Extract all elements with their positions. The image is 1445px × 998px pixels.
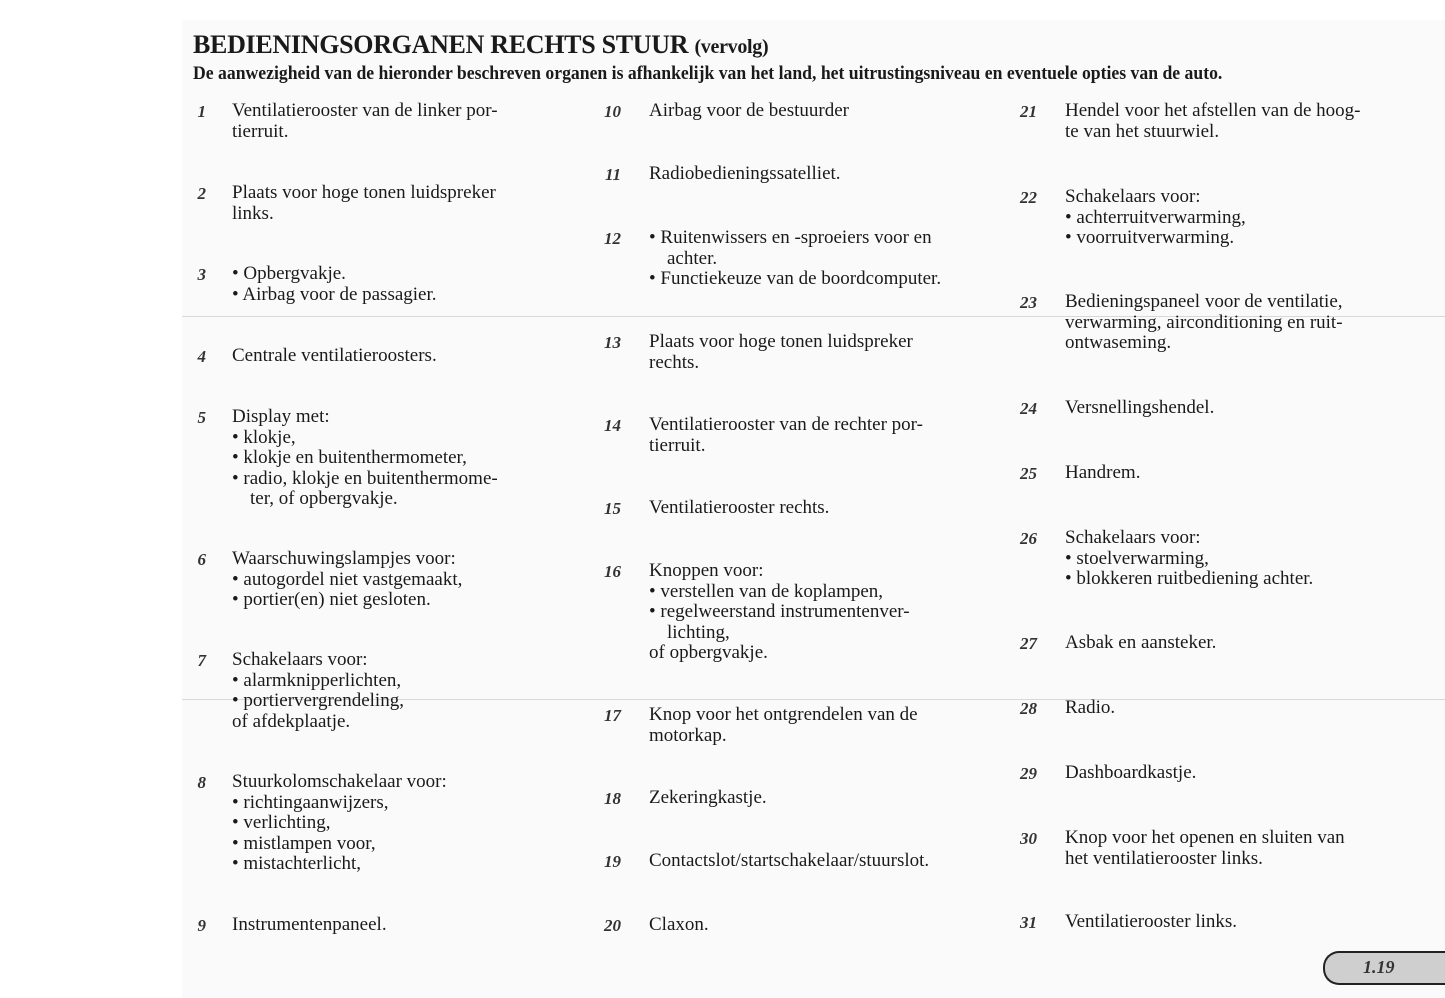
item-line: • mistachterlicht, (232, 853, 362, 874)
item-line: rechts. (649, 351, 700, 373)
item-description (232, 407, 498, 510)
item-line: tierruit. (232, 120, 289, 142)
item-line: • verstellen van de koplampen, (649, 580, 884, 602)
item-line: Radio. (1065, 697, 1116, 718)
item-line: • radio, klokje en buitenthermome- (232, 467, 498, 489)
item-line: • autogordel niet vastgemaakt, (232, 568, 463, 590)
item-line: • richtingaanwijzers, (232, 791, 389, 813)
item-description (1065, 912, 1237, 933)
item-line: Plaats voor hoge tonen luidspreker (649, 331, 913, 352)
item-description (232, 772, 447, 875)
item-line: Handrem. (1065, 462, 1141, 483)
item-line: Ventilatierooster van de rechter por- (649, 414, 923, 435)
item-description (649, 228, 941, 290)
item-line: tierruit. (649, 434, 706, 456)
item-description (649, 164, 841, 185)
item-line: • stoelverwarming, (1065, 547, 1209, 569)
item-line: • Ruitenwissers en -sproeiers voor en (649, 227, 932, 248)
item-line: Knop voor het ontgrendelen van de (649, 704, 918, 725)
title-text: BEDIENINGSORGANEN RECHTS STUUR (193, 30, 689, 59)
item-number: 31 (1020, 913, 1037, 932)
item-description (232, 346, 437, 367)
item-number: 16 (604, 562, 621, 581)
item-line: Schakelaars voor: (1065, 527, 1201, 548)
item-line: Schakelaars voor: (232, 649, 368, 670)
item-number: 28 (1020, 699, 1037, 718)
item-number: 10 (604, 102, 621, 121)
item-line: Hendel voor het afstellen van de hoog- (1065, 100, 1361, 121)
item-number: 19 (604, 852, 621, 871)
item-line: lichting, (667, 621, 730, 643)
item-description (1065, 633, 1216, 654)
item-description (649, 705, 918, 746)
item-description (1065, 398, 1214, 419)
item-line: • mistlampen voor, (232, 832, 376, 854)
item-description (1065, 528, 1313, 590)
item-number: 30 (1020, 829, 1037, 848)
item-line: • portier(en) niet gesloten. (232, 589, 431, 610)
page-number: 1.19 (1363, 957, 1395, 977)
item-number: 27 (1020, 634, 1037, 653)
item-line: Ventilatierooster links. (1065, 911, 1238, 932)
item-description (232, 549, 462, 611)
item-description (649, 851, 929, 872)
item-description (232, 650, 404, 732)
item-line: Centrale ventilatieroosters. (232, 345, 437, 366)
item-line: Schakelaars voor: (1065, 186, 1201, 207)
item-line: Plaats voor hoge tonen luidspreker (232, 182, 496, 203)
item-line: • achterruitverwarming, (1065, 206, 1246, 228)
item-line: het ventilatierooster links. (1065, 847, 1263, 869)
item-line: • alarmknipperlichten, (232, 669, 402, 691)
item-number: 14 (604, 416, 621, 435)
item-line: • Functiekeuze van de boordcomputer. (649, 268, 942, 289)
item-description (232, 915, 387, 936)
item-description (1065, 187, 1246, 249)
item-number: 20 (604, 916, 621, 935)
item-line: Zekeringkastje. (649, 787, 767, 808)
item-line: • Opbergvakje. (232, 263, 346, 284)
item-line: Ventilatierooster rechts. (649, 497, 830, 518)
item-line: Instrumentenpaneel. (232, 914, 387, 935)
item-description (1065, 292, 1343, 354)
item-line: of opbergvakje. (649, 642, 768, 663)
item-line: te van het stuurwiel. (1065, 120, 1220, 142)
page-title (193, 30, 768, 60)
item-number: 7 (197, 651, 206, 670)
item-description (232, 183, 496, 224)
item-line: ontwaseming. (1065, 332, 1172, 353)
item-number: 22 (1020, 188, 1037, 207)
item-number: 9 (197, 916, 206, 935)
item-line: Contactslot/startschakelaar/stuurslot. (649, 850, 930, 871)
item-number: 2 (197, 184, 206, 203)
item-line: Asbak en aansteker. (1065, 632, 1217, 653)
item-line: • voorruitverwarming. (1065, 227, 1235, 248)
item-description (649, 332, 913, 373)
item-number: 18 (604, 789, 621, 808)
item-line: motorkap. (649, 724, 727, 746)
item-line: • portiervergrendeling, (232, 690, 404, 711)
item-description (1065, 101, 1360, 142)
item-description (649, 561, 910, 664)
title-suffix: (vervolg) (694, 36, 769, 58)
item-line: • klokje, (232, 426, 296, 448)
item-number: 8 (197, 773, 206, 792)
item-number: 13 (604, 333, 621, 352)
item-number: 21 (1020, 102, 1037, 121)
item-line: Airbag voor de bestuurder (649, 100, 849, 121)
item-line: • regelweerstand instrumentenver- (649, 601, 910, 622)
item-number: 6 (197, 550, 206, 569)
item-number: 24 (1020, 399, 1037, 418)
item-description (649, 915, 709, 936)
item-description (1065, 698, 1115, 719)
item-number: 3 (197, 265, 206, 284)
item-description (649, 101, 849, 122)
item-line: verwarming, airconditioning en ruit- (1065, 311, 1343, 333)
item-description (1065, 463, 1140, 484)
item-number: 17 (604, 706, 621, 725)
item-line: Ventilatierooster van de linker por- (232, 100, 498, 121)
item-number: 15 (604, 499, 621, 518)
item-line: of afdekplaatje. (232, 710, 351, 732)
item-line: • blokkeren ruitbediening achter. (1065, 568, 1314, 589)
item-line: Knop voor het openen en sluiten van (1065, 827, 1345, 848)
item-line: • klokje en buitenthermometer, (232, 447, 467, 468)
item-line: Knoppen voor: (649, 560, 764, 581)
item-number: 11 (604, 165, 621, 184)
item-description (232, 264, 437, 305)
item-description (649, 415, 923, 456)
item-line: Claxon. (649, 914, 709, 935)
item-line: Stuurkolomschakelaar voor: (232, 771, 447, 792)
item-number: 26 (1020, 529, 1037, 548)
page-number-tab (1323, 951, 1445, 985)
item-description (1065, 763, 1196, 784)
item-description (232, 101, 498, 142)
item-line: achter. (667, 247, 718, 269)
page-subtitle: De aanwezigheid van de hieronder beschreven organen is afhankelijk van het land, het uitrustingsniveau en eventuele opties van de auto. (193, 63, 1223, 84)
item-number: 29 (1020, 764, 1037, 783)
item-line: links. (232, 202, 274, 224)
item-number: 25 (1020, 464, 1037, 483)
item-line: • verlichting, (232, 812, 331, 833)
item-line: Dashboardkastje. (1065, 762, 1197, 783)
item-line: Versnellingshendel. (1065, 397, 1215, 418)
item-number: 5 (197, 408, 206, 427)
item-line: ter, of opbergvakje. (250, 488, 398, 509)
item-line: Display met: (232, 406, 330, 427)
item-description (649, 788, 767, 809)
item-description (1065, 828, 1345, 869)
item-line: Waarschuwingslampjes voor: (232, 548, 456, 569)
item-line: Radiobedieningssatelliet. (649, 163, 841, 184)
item-number: 12 (604, 229, 621, 248)
item-line: Bedieningspaneel voor de ventilatie, (1065, 291, 1343, 312)
item-number: 1 (197, 102, 206, 121)
item-description (649, 498, 829, 519)
item-number: 23 (1020, 293, 1037, 312)
item-number: 4 (197, 347, 206, 366)
item-line: • Airbag voor de passagier. (232, 283, 437, 305)
